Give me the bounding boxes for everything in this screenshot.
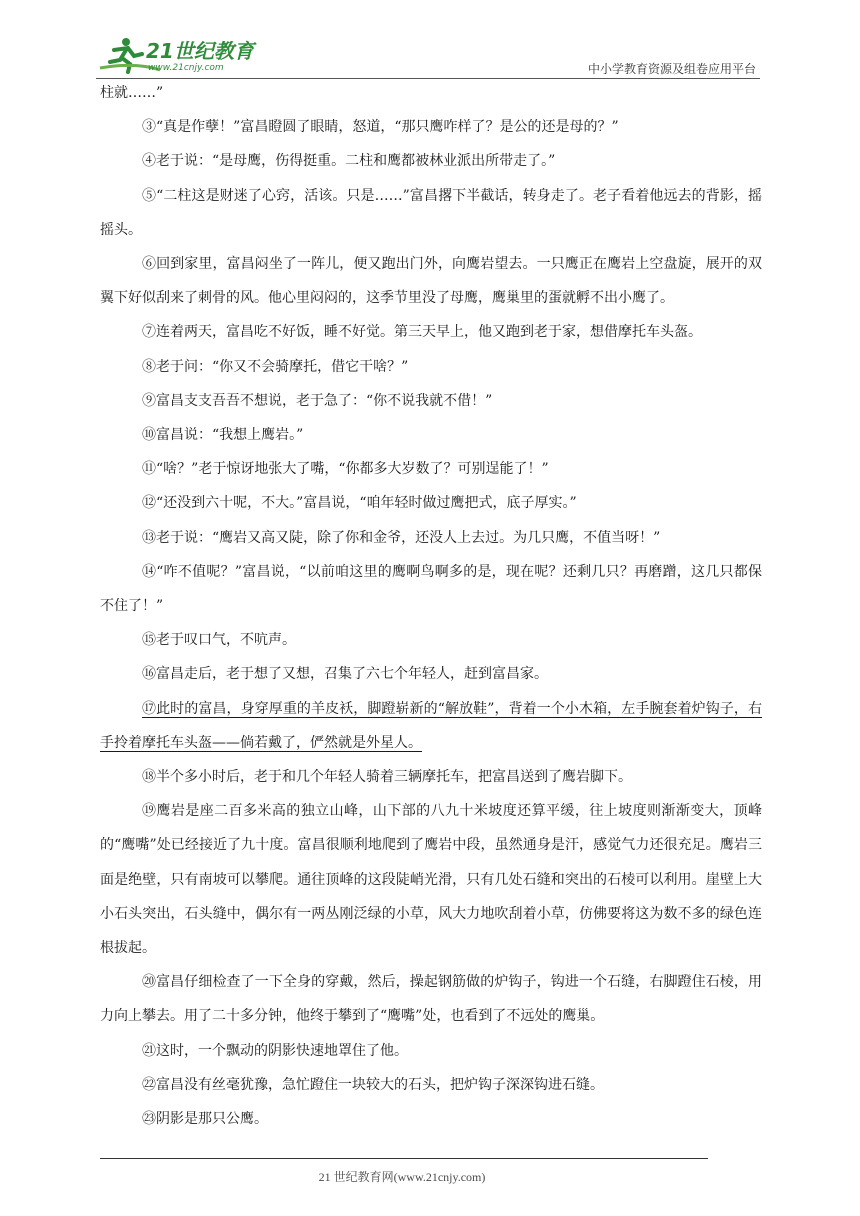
paragraph-2-end: 柱就……”	[100, 85, 164, 101]
paragraph-12: ⑫“还没到六十呢，不大。”富昌说，“咱年轻时做过鹰把式，底子厚实。”	[142, 495, 577, 512]
logo-text: 21世纪教育	[146, 39, 254, 63]
paragraph-10: ⑩富昌说：“我想上鹰岩。”	[142, 427, 304, 444]
paragraph-6: ⑥回到家里，富昌闷坐了一阵儿，便又跑出门外，向鹰岩望去。一只鹰正在鹰岩上空盘旋，展开的双翼下好似刮来了刺骨的风。他心里闷闷的，这季节里没了母鹰，鹰巢里的蛋就孵不出小鹰了。	[100, 256, 762, 307]
page-footer: 21 世纪教育网(www.21cnjy.com)	[318, 1170, 486, 1184]
platform-label: 中小学教育资源及组卷应用平台	[587, 62, 756, 76]
paragraph-13: ⑬老于说：“鹰岩又高又陡，除了你和金爷，还没人上去过。为几只鹰，不值当呀！”	[142, 529, 661, 546]
paragraph-4: ④老于说：“是母鹰，伤得挺重。二柱和鹰都被林业派出所带走了。”	[142, 153, 556, 170]
paragraph-21: ㉑这时，一个飘动的阴影快速地罩住了他。	[142, 1042, 408, 1059]
logo-url: www.21cnjy.com	[148, 63, 224, 73]
paragraph-20: ⑳富昌仔细检查了一下全身的穿戴，然后，操起钢筋做的炉钩子，钩进一个石缝，右脚蹬住石棱，用力向上攀去。用了二十多分钟，他终于攀到了“鹰嘴”处，也看到了不远处的鹰巢。	[100, 974, 762, 1025]
paragraph-5: ⑤“二柱这是财迷了心窍，活该。只是……”富昌撂下半截话，转身走了。老子看着他远去的背影，摇摇头。	[100, 187, 762, 238]
paragraph-19: ⑲鹰岩是座二百多米高的独立山峰，山下部的八九十米坡度还算平缓，往上坡度则渐渐变大，顶峰的“鹰嘴”处已经接近了九十度。富昌很顺利地爬到了鹰岩中段，虽然通身是汗，感觉气力还很充足。鹰岩三面是绝壁，只有南坡可以攀爬。通往顶峰的这段陡峭光滑，只有几处石缝和突出的石棱可以利用。崖壁上大小石头突出，石头缝中，偶尔有一两丛刚泛绿的小草，风大力地吹刮着小草，仿佛要将这为数不多的绿色连根拔起。	[100, 803, 762, 957]
page-header	[96, 28, 760, 80]
paragraph-3: ③“真是作孽！”富昌瞪圆了眼睛，怒道，“那只鹰咋样了？是公的还是母的？”	[142, 119, 619, 136]
paragraph-17-underlined: ⑰此时的富昌，身穿厚重的羊皮袄，脚蹬崭新的“解放鞋”，背着一个小木箱，左手腕套着炉钩子，右手拎着摩托车头盔——倘若戴了，俨然就是外星人。	[100, 700, 762, 751]
footer-rule	[100, 1158, 708, 1159]
logo	[96, 34, 266, 74]
paragraph-8: ⑧老于问：“你又不会骑摩托，借它干啥？”	[142, 358, 409, 375]
paragraph-7: ⑦连着两天，富昌吃不好饭，睡不好觉。第三天早上，他又跑到老于家，想借摩托车头盔。	[142, 324, 702, 341]
paragraph-14: ⑭“咋不值呢？”富昌说，“以前咱这里的鹰啊鸟啊多的是，现在呢？还剩几只？再磨蹭，这几只都保不住了！”	[100, 563, 762, 615]
article-body	[100, 76, 762, 1136]
paragraph-11: ⑪“啥？”老于惊讶地张大了嘴，“你都多大岁数了？可别逞能了！”	[142, 461, 549, 478]
paragraph-15: ⑮老于叹口气，不吭声。	[142, 632, 296, 649]
paragraph-18: ⑱半个多小时后，老于和几个年轻人骑着三辆摩托车，把富昌送到了鹰岩脚下。	[142, 769, 632, 786]
paragraph-16: ⑯富昌走后，老于想了又想，召集了六七个年轻人，赶到富昌家。	[142, 666, 548, 683]
paragraph-22: ㉒富昌没有丝毫犹豫，急忙蹬住一块较大的石头，把炉钩子深深钩进石缝。	[142, 1076, 604, 1093]
paragraph-9: ⑨富昌支支吾吾不想说，老于急了：“你不说我就不借！”	[142, 392, 493, 409]
paragraph-23: ㉓阴影是那只公鹰。	[142, 1111, 268, 1128]
